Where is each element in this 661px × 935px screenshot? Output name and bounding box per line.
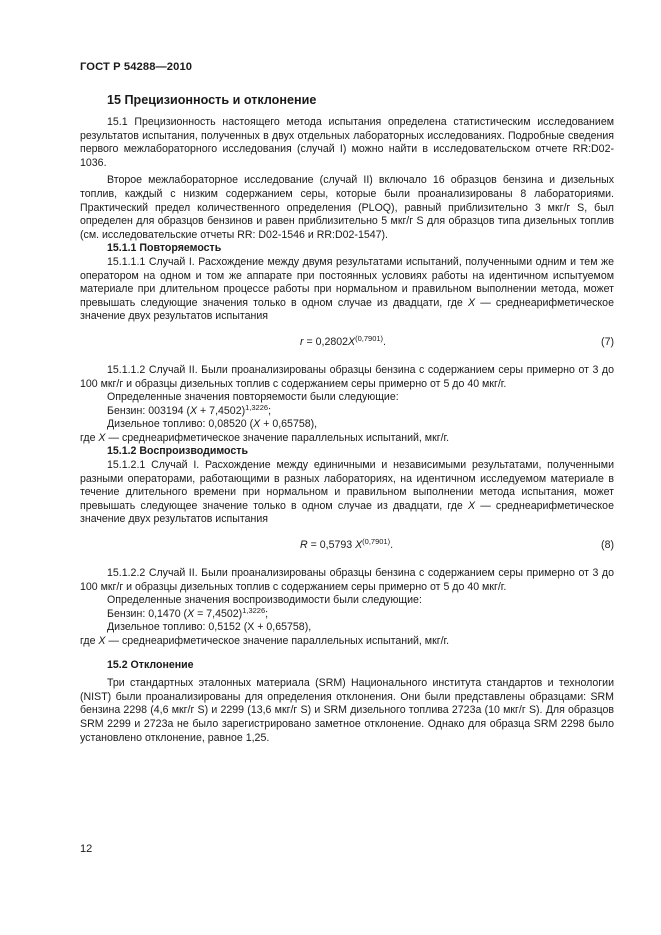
page-content <box>80 92 614 745</box>
interlab-paragraph: Второе межлабораторное исследование (случай II) включало 16 образцов бензина и дизельных топлив, каждый с низким содержанием серы, которые были проанализированы 8 лабораториями. Практический предел количественного определения (PLOQ), равный приблизительно 3 мкг/г S, был определен для образцов бензинов и равен приблизительно 5 мкг/г S для образцов типа дизельных топлив (см. исследовательские отчеты RR: D02-1546 и RR:D02-1547). <box>80 174 614 241</box>
bias-paragraph: Три стандартных эталонных материала (SRM) Национального института стандартов и технологии (NIST) были проанализированы для определения отклонения. Они были представлены образцами: SRM бензина 2298 (4,6 мкг/г S) и 2299 (13,6 мкг/г S) и SRM дизельного топлива 2723а (10 мкг/г S). Для образцов SRM 2299 и 2723а не было зарегистрировано заметное отклонение. Однако для образца SRM 2298 было установлено отклонение, равное 1,25. <box>80 677 614 744</box>
formula-repeatability <box>80 333 614 350</box>
repeatability-title: 15.1.1 Повторяемость <box>107 242 222 255</box>
precision-paragraph: 15.1 Прецизионность настоящего метода испытания определена статистическим исследованием результатов испытания, полученных в двух отдельных лабораторных исследованиях. Подробные сведения первого межлабораторного исследования (случай I) можно найти в исследовательском отчете RR:D02-1036. <box>80 116 614 169</box>
page-number: 12 <box>80 843 93 855</box>
formula-reproducibility <box>80 539 614 553</box>
repeatability-case1-paragraph: 15.1.1.1 Случай I. Расхождение между двумя результатами испытаний, полученными одним и тем же оператором на одном и том же аппарате при постоянных условиях работы на идентичном испытуемом материале при длительном процессе работы при нормальном и правильном выполнении метода, может превышать следующие значения только в одном случае из двадцати, где X — среднеарифметическое значение двух результатов испытания <box>80 255 614 323</box>
reproducibility-values-intro: Определенные значения воспроизводимости были следующие: <box>107 594 422 607</box>
formula-expression: $r = 0,2802X^{(0,7901)}$. <box>300 333 386 348</box>
formula-expression: R = 0,5793 $X^{(0,7901)}$. <box>300 537 394 552</box>
repeatability-gasoline: Бензин: 003194 $(X + 7,4502)^{1,3226}$; <box>107 402 272 417</box>
reproducibility-gasoline: Бензин: 0,1470 (X = 7,4502)$^{1,3226}$; <box>107 605 269 620</box>
formula-number: (7) <box>601 335 614 348</box>
reproducibility-case2-paragraph: 15.1.2.2 Случай II. Были проанализированы образцы бензина с содержанием серы примерно от 3 до 100 мкг/г и образцы дизельных топлив с содержанием серы примерно от 5 до 40 мкг/г. <box>80 567 614 593</box>
reproducibility-where: где X — среднеарифметическое значение параллельных испытаний, мкг/г. <box>80 635 450 647</box>
repeatability-case2-paragraph: 15.1.1.2 Случай II. Были проанализированы образцы бензина с содержанием серы примерно от 3 до 100 мкг/г и образцы дизельных топлив с содержанием серы примерно от 5 до 40 мкг/г. <box>80 363 614 390</box>
reproducibility-title: 15.1.2 Воспроизводимость <box>107 445 248 458</box>
repeatability-where: где X — среднеарифметическое значение параллельных испытаний, мкг/г. <box>80 431 450 444</box>
bias-title: 15.2 Отклонение <box>107 658 194 671</box>
section-title: 15 Прецизионность и отклонение <box>107 93 317 107</box>
standard-header: ГОСТ Р 54288—2010 <box>80 61 193 73</box>
reproducibility-case1-paragraph: 15.1.2.1 Случай I. Расхождение между единичными и независимыми результатами, полученными разными операторами, работающими в разных лабораториях, на идентичном исследуемом материале в течение длительного времени при нормальном и правильном выполнении метода испытания, может превышать следующее значение только в одном случае из двадцати, где X — среднеарифметическое значение двух результатов испытания <box>80 459 614 526</box>
repeatability-values-intro: Определенные значения повторяемости были следующие: <box>107 391 399 404</box>
formula-number: (8) <box>601 539 614 552</box>
repeatability-diesel: Дизельное топливо: 0,08520 (X + 0,65758), <box>107 418 318 431</box>
reproducibility-diesel: Дизельное топливо: 0,5152 (X + 0,65758), <box>107 621 312 634</box>
